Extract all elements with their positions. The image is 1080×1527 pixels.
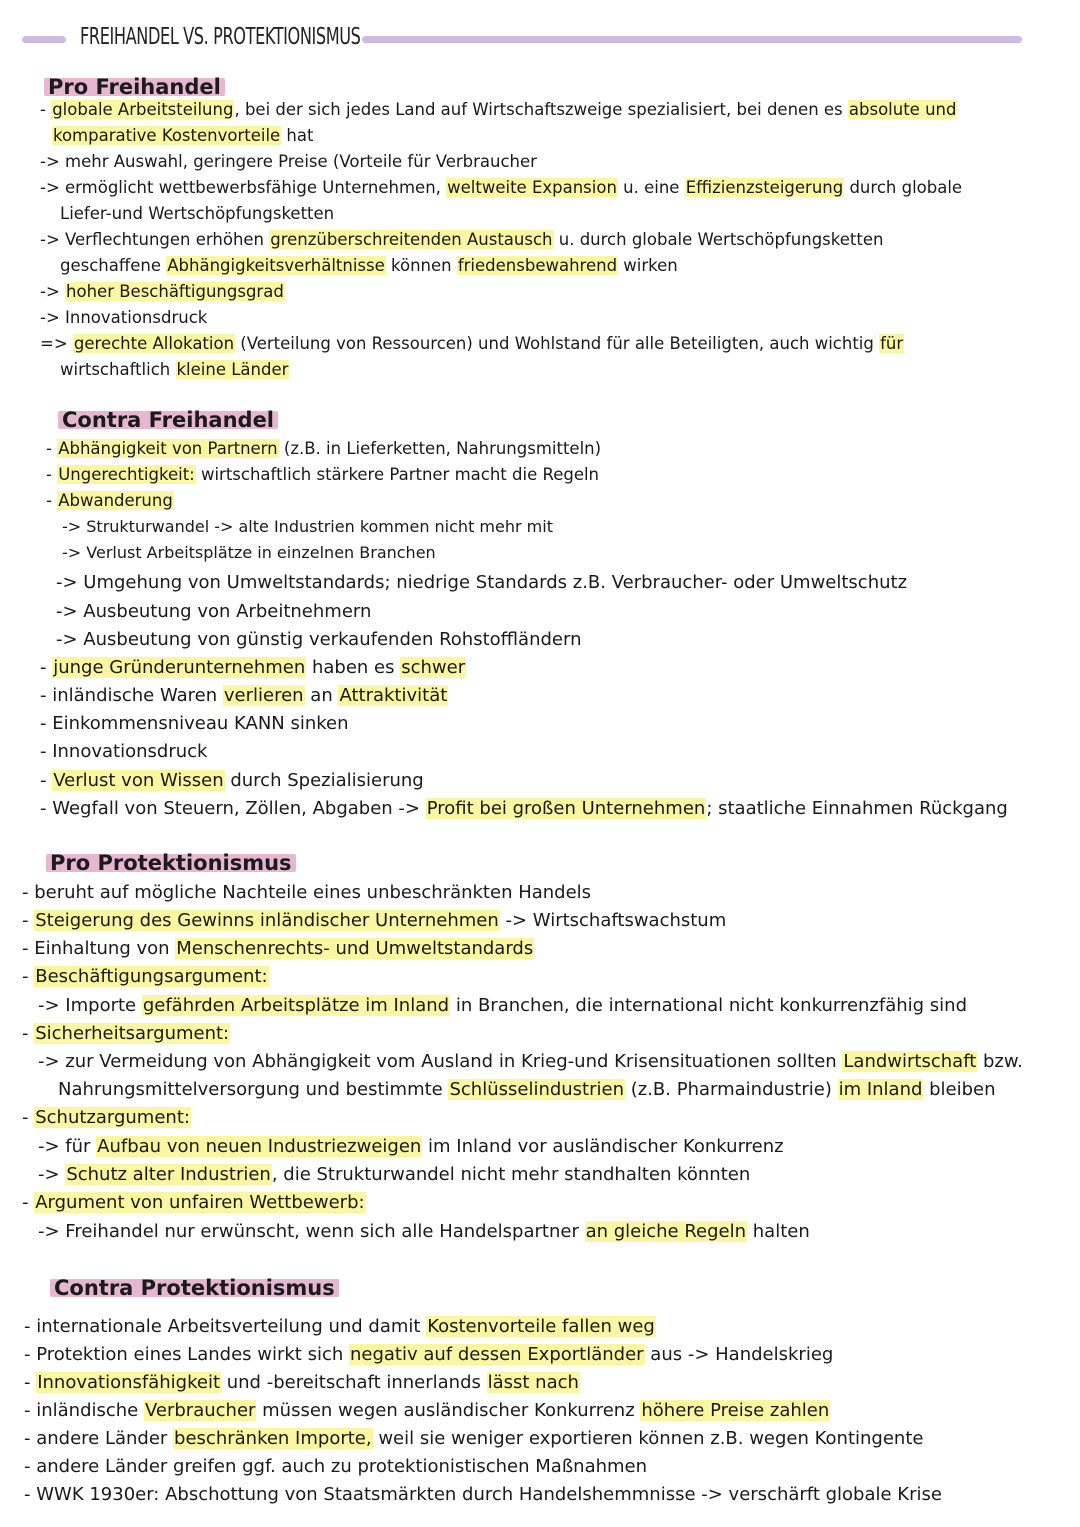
line-text: wirtschaftlich bbox=[60, 360, 176, 379]
line-text: u. durch globale Wertschöpfungsketten bbox=[553, 230, 884, 249]
line-text: müssen wegen ausländischer Konkurrenz bbox=[256, 1400, 641, 1421]
line bbox=[40, 687, 448, 705]
line bbox=[40, 284, 285, 301]
line-text: ; staatliche Einnahmen Rückgang bbox=[706, 798, 1008, 819]
line bbox=[56, 631, 581, 649]
line bbox=[22, 912, 726, 930]
line-text: -> Strukturwandel -> alte Industrien kommen nicht mehr mit bbox=[62, 517, 553, 536]
highlighted-text: weltweite Expansion bbox=[447, 178, 617, 197]
line-text: durch Spezialisierung bbox=[224, 770, 424, 791]
line-text: - Einhaltung von bbox=[22, 938, 176, 959]
highlighted-text: Attraktivität bbox=[339, 685, 448, 706]
line bbox=[56, 574, 907, 592]
line-text: - andere Länder greifen ggf. auch zu protektionistischen Maßnahmen bbox=[24, 1456, 648, 1477]
line-text: Nahrungsmittelversorgung und bestimmte bbox=[58, 1079, 449, 1100]
line-text: geschaffene bbox=[60, 256, 167, 275]
line-text: - beruht auf mögliche Nachteile eines unbeschränkten Handels bbox=[22, 882, 592, 903]
highlighted-text: negativ auf dessen Exportländer bbox=[349, 1344, 644, 1365]
line-text: bzw. bbox=[977, 1051, 1023, 1072]
line bbox=[58, 1081, 996, 1099]
line bbox=[24, 1346, 833, 1364]
line-text: und -bereitschaft innerlands bbox=[221, 1372, 487, 1393]
highlighted-text: Verlust von Wissen bbox=[53, 770, 224, 791]
highlighted-text: komparative Kostenvorteile bbox=[53, 126, 281, 145]
highlighted-text: Schutzargument: bbox=[35, 1107, 190, 1128]
highlighted-text: Abwanderung bbox=[58, 491, 173, 510]
line-text: haben es bbox=[306, 657, 401, 678]
line-text: -> Verflechtungen erhöhen bbox=[40, 230, 270, 249]
line-text: - bbox=[46, 491, 58, 510]
line bbox=[60, 206, 334, 223]
highlighted-text: Menschenrechts- und Umweltstandards bbox=[176, 938, 534, 959]
line-text: -> Wirtschaftswachstum bbox=[499, 910, 727, 931]
line bbox=[22, 968, 269, 986]
highlighted-text: Landwirtschaft bbox=[843, 1051, 977, 1072]
highlighted-text: Abhängigkeitsverhältnisse bbox=[167, 256, 385, 275]
line-text: - bbox=[22, 1023, 35, 1044]
line bbox=[40, 659, 466, 677]
line-text: - inländische bbox=[24, 1400, 144, 1421]
highlighted-text: Argument von unfairen Wettbewerb: bbox=[35, 1192, 365, 1213]
highlighted-text: Kostenvorteile fallen weg bbox=[427, 1316, 655, 1337]
heading-contra-freihandel: Contra Freihandel bbox=[58, 408, 278, 432]
line-text: -> zur Vermeidung von Abhängigkeit vom Ausland in Krieg-und Krisensituationen sollten bbox=[38, 1051, 843, 1072]
line-text: - bbox=[40, 657, 53, 678]
line-text: im Inland vor ausländischer Konkurrenz bbox=[422, 1136, 784, 1157]
line bbox=[56, 603, 371, 621]
title-bar bbox=[22, 26, 1002, 52]
line-text: u. eine bbox=[617, 178, 685, 197]
line-text: , bei der sich jedes Land auf Wirtschaftszweige spezialisiert, bei denen es bbox=[234, 100, 848, 119]
line-text: - bbox=[40, 770, 53, 791]
title-decoration-left bbox=[22, 36, 66, 43]
highlighted-text: Innovationsfähigkeit bbox=[37, 1372, 221, 1393]
line-text: aus -> Handelskrieg bbox=[644, 1344, 834, 1365]
line-text: halten bbox=[747, 1221, 810, 1242]
highlighted-text: beschränken Importe, bbox=[174, 1428, 372, 1449]
highlighted-text: absolute und bbox=[848, 100, 957, 119]
line-text: -> mehr Auswahl, geringere Preise (Vorteile für Verbraucher bbox=[40, 152, 537, 171]
line bbox=[24, 1486, 942, 1504]
highlighted-text: hoher Beschäftigungsgrad bbox=[66, 282, 284, 301]
highlighted-text: gerechte Allokation bbox=[73, 334, 235, 353]
line bbox=[62, 545, 436, 561]
line-text: (z.B. in Lieferketten, Nahrungsmitteln) bbox=[278, 439, 602, 458]
line bbox=[60, 362, 289, 379]
line bbox=[40, 743, 207, 761]
line bbox=[40, 336, 904, 353]
line-text: - inländische Waren bbox=[40, 685, 223, 706]
line-text: -> Ausbeutung von günstig verkaufenden Rohstoffländern bbox=[56, 629, 582, 650]
highlighted-text: Abhängigkeit von Partnern bbox=[58, 439, 278, 458]
line-text: -> Importe bbox=[38, 995, 142, 1016]
line-text: -> bbox=[38, 1164, 66, 1185]
highlighted-text: für bbox=[880, 334, 904, 353]
page-title: FREIHANDEL VS. PROTEKTIONISMUS bbox=[80, 24, 361, 50]
line bbox=[46, 493, 174, 510]
line bbox=[22, 1025, 230, 1043]
line-text: - bbox=[22, 910, 35, 931]
line bbox=[22, 1194, 366, 1212]
line-text: -> Ausbeutung von Arbeitnehmern bbox=[56, 601, 372, 622]
line-text: durch globale bbox=[844, 178, 963, 197]
line bbox=[24, 1318, 656, 1336]
highlighted-text: lässt nach bbox=[487, 1372, 579, 1393]
line-text: -> Verlust Arbeitsplätze in einzelnen Branchen bbox=[62, 543, 436, 562]
highlighted-text: Effizienzsteigerung bbox=[685, 178, 844, 197]
line-text: -> Freihandel nur erwünscht, wenn sich alle Handelspartner bbox=[38, 1221, 585, 1242]
highlighted-text: friedensbewahrend bbox=[457, 256, 618, 275]
line-text: in Branchen, die international nicht konkurrenzfähig sind bbox=[450, 995, 968, 1016]
highlighted-text: Sicherheitsargument: bbox=[35, 1023, 230, 1044]
highlighted-text: junge Gründerunternehmen bbox=[53, 657, 306, 678]
line bbox=[62, 519, 553, 535]
heading-pro-freihandel: Pro Freihandel bbox=[44, 75, 225, 99]
line bbox=[24, 1374, 580, 1392]
line bbox=[38, 1053, 1023, 1071]
line-text: -> Innovationsdruck bbox=[40, 308, 208, 327]
line-text: - bbox=[22, 1192, 35, 1213]
line bbox=[40, 772, 424, 790]
line bbox=[40, 154, 537, 171]
line-text: - Wegfall von Steuern, Zöllen, Abgaben -> bbox=[40, 798, 426, 819]
highlighted-text: Beschäftigungsargument: bbox=[35, 966, 268, 987]
line-text: wirtschaftlich stärkere Partner macht die Regeln bbox=[195, 465, 600, 484]
line bbox=[22, 884, 591, 902]
highlighted-text: Verbraucher bbox=[144, 1400, 256, 1421]
highlighted-text: kleine Länder bbox=[176, 360, 289, 379]
line bbox=[24, 1430, 923, 1448]
line-text: - internationale Arbeitsverteilung und damit bbox=[24, 1316, 427, 1337]
highlighted-text: Profit bei großen Unternehmen bbox=[426, 798, 706, 819]
line bbox=[40, 800, 1008, 818]
line-text: - bbox=[24, 1372, 37, 1393]
line-text: weil sie weniger exportieren können z.B. wegen Kontingente bbox=[372, 1428, 924, 1449]
line-text: - WWK 1930er: Abschottung von Staatsmärkten durch Handelshemmnisse -> verschärft globale Krise bbox=[24, 1484, 942, 1505]
line-text: Liefer-und Wertschöpfungsketten bbox=[60, 204, 335, 223]
line bbox=[24, 1458, 647, 1476]
line bbox=[38, 1138, 784, 1156]
line-text: -> bbox=[40, 282, 66, 301]
line-text: - bbox=[40, 100, 52, 119]
line bbox=[24, 1402, 830, 1420]
line-text: => bbox=[40, 334, 73, 353]
highlighted-text: Aufbau von neuen Industriezweigen bbox=[97, 1136, 422, 1157]
highlighted-text: verlieren bbox=[223, 685, 304, 706]
highlighted-text: höhere Preise zahlen bbox=[641, 1400, 830, 1421]
line-text: -> Umgehung von Umweltstandards; niedrige Standards z.B. Verbraucher- oder Umweltschutz bbox=[56, 572, 908, 593]
highlighted-text: Steigerung des Gewinns inländischer Unternehmen bbox=[35, 910, 499, 931]
highlighted-text: Schutz alter Industrien bbox=[66, 1164, 271, 1185]
heading-pro-protektionismus: Pro Protektionismus bbox=[46, 851, 296, 875]
line bbox=[46, 467, 599, 484]
line-text: - bbox=[46, 439, 58, 458]
highlighted-text: an gleiche Regeln bbox=[585, 1221, 747, 1242]
line-text: - bbox=[22, 966, 35, 987]
line bbox=[22, 940, 534, 958]
line bbox=[40, 310, 207, 327]
line-text: , die Strukturwandel nicht mehr standhalten könnten bbox=[271, 1164, 751, 1185]
line-text: -> für bbox=[38, 1136, 97, 1157]
line bbox=[22, 1109, 191, 1127]
line bbox=[60, 258, 678, 275]
line-text: - andere Länder bbox=[24, 1428, 174, 1449]
line-text: - bbox=[22, 1107, 35, 1128]
line-text: (z.B. Pharmaindustrie) bbox=[625, 1079, 838, 1100]
line bbox=[40, 180, 962, 197]
line-text: - Einkommensniveau KANN sinken bbox=[40, 713, 349, 734]
highlighted-text: Ungerechtigkeit: bbox=[58, 465, 195, 484]
line-text: (Verteilung von Ressourcen) und Wohlstand für alle Beteiligten, auch wichtig bbox=[235, 334, 880, 353]
highlighted-text: globale Arbeitsteilung bbox=[52, 100, 234, 119]
line-text: -> ermöglicht wettbewerbsfähige Unternehmen, bbox=[40, 178, 447, 197]
line-text: wirken bbox=[618, 256, 678, 275]
line-text: - Innovationsdruck bbox=[40, 741, 208, 762]
line-text: an bbox=[304, 685, 339, 706]
highlighted-text: schwer bbox=[401, 657, 466, 678]
line bbox=[40, 102, 957, 119]
highlighted-text: gefährden Arbeitsplätze im Inland bbox=[142, 995, 450, 1016]
line bbox=[38, 997, 967, 1015]
highlighted-text: im Inland bbox=[838, 1079, 923, 1100]
heading-contra-protektionismus: Contra Protektionismus bbox=[50, 1276, 339, 1300]
line bbox=[46, 441, 601, 458]
highlighted-text: Schlüsselindustrien bbox=[449, 1079, 625, 1100]
line bbox=[38, 1223, 810, 1241]
line bbox=[40, 232, 883, 249]
line-text: bleiben bbox=[923, 1079, 996, 1100]
line-text: - Protektion eines Landes wirkt sich bbox=[24, 1344, 349, 1365]
line bbox=[38, 1166, 750, 1184]
line-text: können bbox=[385, 256, 457, 275]
line-text: - bbox=[46, 465, 58, 484]
title-decoration-right bbox=[362, 36, 1022, 43]
line bbox=[52, 128, 313, 145]
line bbox=[40, 715, 349, 733]
highlighted-text: grenzüberschreitenden Austausch bbox=[270, 230, 553, 249]
line-text: hat bbox=[281, 126, 314, 145]
